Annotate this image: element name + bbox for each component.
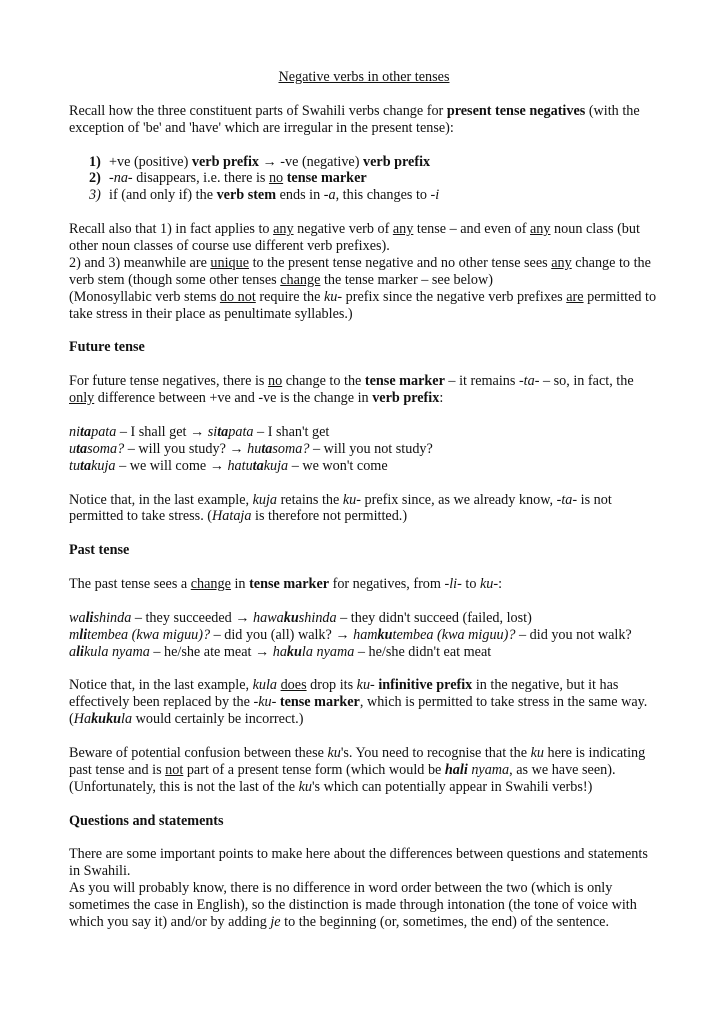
- recall-paragraph: Recall also that 1) in fact applies to any negative verb of any tense – and even of any noun class (but other noun classes of course use different verb prefixes). 2) and 3) meanwhile are unique to the present tense negative and no other tense sees any change to the verb stem (though some other tenses change the tense marker – see below) (Monosyllabic verb stems do not require the ku- prefix since the negative verb prefixes are permitted to take stress in their place as penultimate syllables.): [69, 221, 657, 322]
- document-page: [69, 58, 659, 931]
- future-note: Notice that, in the last example, kuja retains the ku- prefix since, as we already know, -ta- is not permitted to take stress. (Hataja is therefore not permitted.): [69, 491, 612, 525]
- intro-paragraph: Recall how the three constituent parts of Swahili verbs change for present tense negatives (with the exception of 'be' and 'have' which are irregular in the present tense):: [69, 102, 640, 136]
- questions-paragraph: There are some important points to make here about the differences between questions and statements in Swahili. As you will probably know, there is no difference in word order between the two (which is only sometimes the case in English), so the distinction is made through intonation (the tone of voice with which you say it) and/or by adding je to the beginning (or, sometimes, the end) of the sentence.: [69, 846, 648, 931]
- past-paragraph: The past tense sees a change in tense marker for negatives, from -li- to ku-:: [69, 576, 503, 593]
- past-examples: walishinda – they succeeded → hawakushinda – they didn't succeed (failed, lost) mlitembea (kwa miguu)? – did you (all) walk? → hamkutembea (kwa miguu)? – did you not walk? alikula nyama – he/she ate meat → hakula nyama – he/she didn't eat meat: [69, 609, 632, 660]
- page-title: Negative verbs in other tenses: [278, 69, 450, 85]
- future-heading: Future tense: [69, 339, 145, 356]
- future-examples: nitapata – I shall get → sitapata – I shan't get utasoma? – will you study? → hutasoma? – will you not study? tutakuja – we will come → hatutakuja – we won't come: [69, 423, 433, 474]
- rules-list: [69, 154, 659, 205]
- list-item: 3) if (and only if) the verb stem ends in -a, this changes to -i: [89, 187, 440, 204]
- past-beware: Beware of potential confusion between these ku's. You need to recognise that the ku here is indicating past tense and is not part of a present tense form (which would be hali nyama, as we have seen). (Unfortunately, this is not the last of the ku's which can potentially appear in Swahili verbs!): [69, 745, 646, 795]
- questions-heading: Questions and statements: [69, 812, 224, 829]
- past-heading: Past tense: [69, 542, 130, 559]
- list-item: 1) +ve (positive) verb prefix → -ve (negative) verb prefix: [89, 153, 431, 170]
- list-item: 2) -na- disappears, i.e. there is no tense marker: [89, 170, 367, 187]
- past-note: Notice that, in the last example, kula does drop its ku- infinitive prefix in the negative, but it has effectively been replaced by the -ku- tense marker, which is permitted to take stress in the same way. (Hakukula would certainly be incorrect.): [69, 677, 648, 728]
- future-paragraph: For future tense negatives, there is no change to the tense marker – it remains -ta- – so, in fact, the only difference between +ve and -ve is the change in verb prefix:: [69, 373, 634, 407]
